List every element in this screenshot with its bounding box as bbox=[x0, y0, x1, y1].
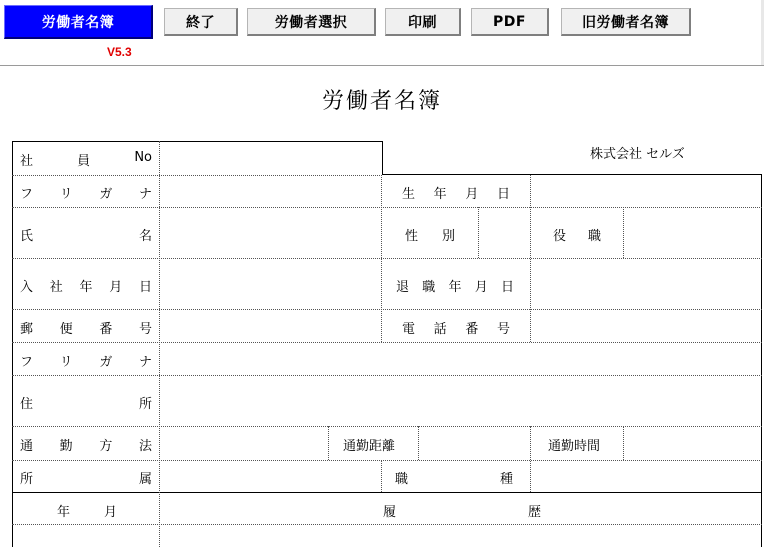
worker-register-button[interactable]: 労働者名簿 bbox=[4, 5, 153, 39]
birthdate-label: 生 年 月 日 bbox=[402, 187, 510, 202]
employee-no-label: 社 員 No bbox=[20, 150, 152, 169]
document-title: 労働者名簿 bbox=[321, 89, 442, 114]
company-name: 株式会社 セルズ bbox=[590, 147, 685, 162]
retire-date-label: 退 職 年 月 日 bbox=[396, 280, 514, 295]
department-label: 所 属 bbox=[20, 472, 152, 487]
phone-label: 電 話 番 号 bbox=[402, 322, 510, 337]
position-label: 役 職 bbox=[553, 229, 601, 244]
furigana-label: フ リ ガ ナ bbox=[20, 187, 152, 202]
history-date-label: 年 月 bbox=[57, 505, 117, 520]
commute-method-label: 通 勤 方 法 bbox=[20, 439, 152, 454]
toolbar-divider bbox=[0, 65, 764, 66]
hire-date-label: 入 社 年 月 日 bbox=[20, 280, 152, 295]
history-label: 履 歴 bbox=[383, 505, 541, 520]
pdf-button[interactable]: PDF bbox=[471, 8, 549, 36]
version-label: V5.3 bbox=[107, 45, 132, 59]
commute-time-label: 通勤時間 bbox=[548, 439, 601, 454]
address-label: 住 所 bbox=[20, 397, 152, 412]
select-worker-button[interactable]: 労働者選択 bbox=[247, 8, 376, 36]
postal-code-label: 郵 便 番 号 bbox=[20, 322, 152, 337]
print-button[interactable]: 印刷 bbox=[385, 8, 461, 36]
job-type-label: 職 種 bbox=[395, 472, 513, 487]
old-register-button[interactable]: 旧労働者名簿 bbox=[561, 8, 691, 36]
address-furigana-label: フ リ ガ ナ bbox=[20, 355, 152, 370]
name-label: 氏 名 bbox=[20, 229, 152, 244]
commute-distance-label: 通勤距離 bbox=[343, 439, 396, 454]
gender-label: 性 別 bbox=[405, 229, 455, 244]
exit-button[interactable]: 終了 bbox=[164, 8, 238, 36]
toolbar bbox=[0, 0, 764, 66]
